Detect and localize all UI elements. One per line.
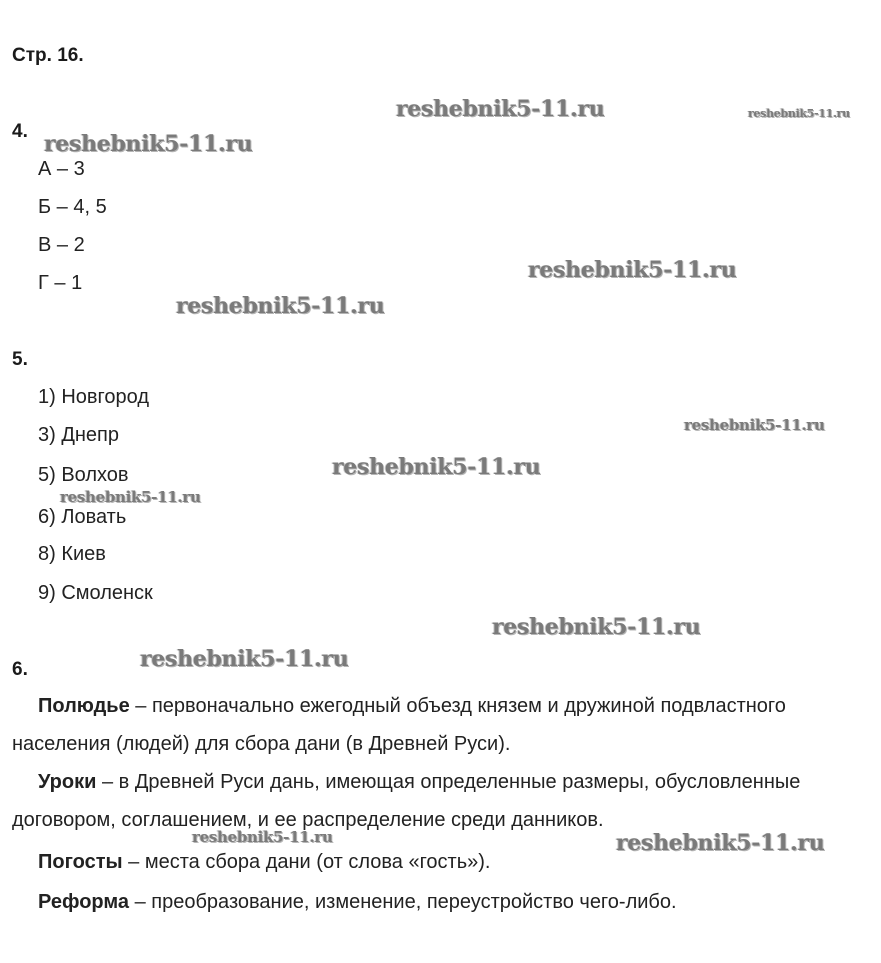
task-5-item: 3) Днепр <box>38 424 120 446</box>
term: Полюдье <box>38 695 130 717</box>
task-4-number: 4. <box>12 121 28 142</box>
definition-uroki <box>12 763 872 839</box>
term: Реформа <box>38 891 130 913</box>
task-5-number: 5. <box>12 349 28 370</box>
watermark: reshebnik5-11.ru <box>528 257 737 283</box>
watermark: reshebnik5-11.ru <box>748 107 850 120</box>
task-5-item: 1) Новгород <box>38 386 149 408</box>
task-4-answer-b: Б – 4, 5 <box>38 196 107 218</box>
watermark: reshebnik5-11.ru <box>616 830 825 856</box>
task-5-item: 6) Ловать <box>38 506 127 528</box>
definition-reforma <box>12 883 872 921</box>
definition-text: – в Древней Руси дань, имеющая определенные размеры, обусловленные договором, соглашением, и ее распределение среди данников. <box>12 771 801 831</box>
watermark: reshebnik5-11.ru <box>176 293 385 319</box>
watermark: reshebnik5-11.ru <box>192 828 333 846</box>
task-4-answer-v: В – 2 <box>38 234 85 256</box>
definition-text: – преобразование, изменение, переустройство чего-либо. <box>129 891 677 913</box>
definition-text: – места сбора дани (от слова «гость»). <box>122 851 491 873</box>
task-5-item: 8) Киев <box>38 543 106 565</box>
watermark: reshebnik5-11.ru <box>332 454 541 480</box>
task-5-item: 5) Волхов <box>38 464 129 486</box>
task-6-number: 6. <box>12 659 28 680</box>
watermark: reshebnik5-11.ru <box>396 96 605 122</box>
task-5-item: 9) Смоленск <box>38 582 153 604</box>
watermark: reshebnik5-11.ru <box>140 646 349 672</box>
watermark: reshebnik5-11.ru <box>44 131 253 157</box>
definition-polyudye <box>12 687 872 763</box>
term: Уроки <box>38 771 97 793</box>
watermark: reshebnik5-11.ru <box>684 416 825 434</box>
watermark: reshebnik5-11.ru <box>60 488 201 506</box>
watermark: reshebnik5-11.ru <box>492 614 701 640</box>
task-4-answer-a: А – 3 <box>38 158 85 180</box>
page-title: Стр. 16. <box>12 45 84 66</box>
term: Погосты <box>38 851 123 873</box>
task-4-answer-g: Г – 1 <box>38 272 83 294</box>
definition-text: – первоначально ежегодный объезд князем и дружиной подвластного населения (людей) для сбора дани (в Древней Руси). <box>12 695 786 755</box>
